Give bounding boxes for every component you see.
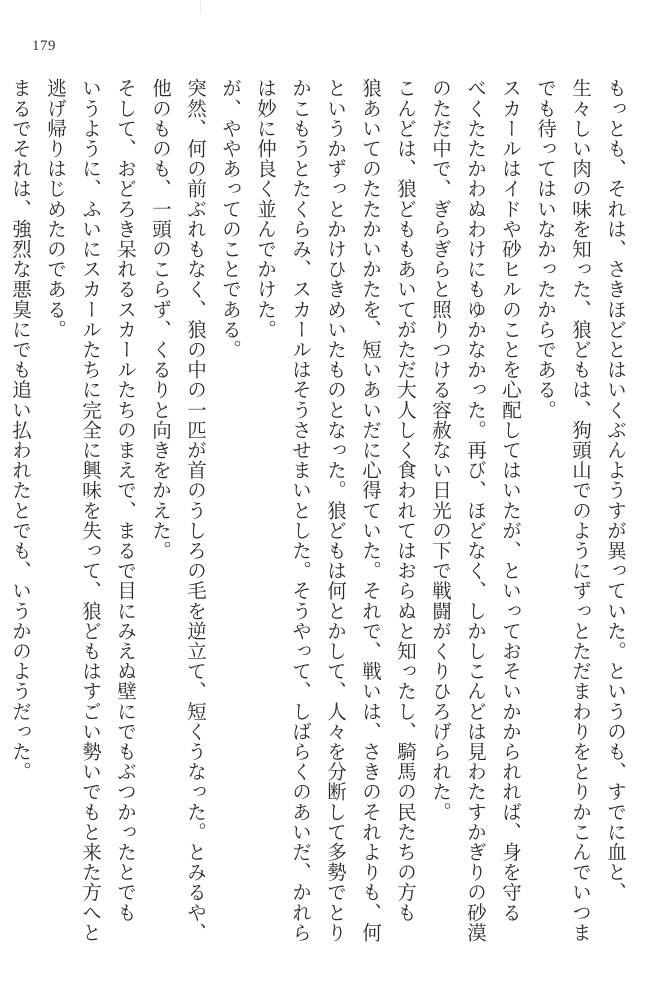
text-column: は妙に仲良く並んでかけた。 [254,78,277,340]
text-column: まるでそれは、強烈な悪臭にでも追い払われたとでも、いうかのようだった。 [9,78,32,782]
text-column: 生々しい肉の味を知った、狼どもは、狗頭山でのようにずっとただまわりをとりかこんでいつま [569,78,592,943]
text-column: が、ややあってのことである。 [219,78,242,360]
text-column: かこもうとたくらみ、スカールはそうさせまいとした。そうやって、しばらくのあいだ、かれら [289,78,312,943]
text-column: でも待ってはいなかったからである。 [534,78,557,420]
text-column: スカールはイドや砂ヒルのことを心配してはいたが、といっておそいかかられれば、身を守る [499,78,522,923]
text-column: もっとも、それは、さきほどとはいくぶんようすが異っていた。というのも、すでに血と、 [604,78,627,903]
text-column: いうように、ふいにスカールたちに完全に興味を失って、狼どもはすごい勢いでもと来た方へと [79,78,102,943]
text-column: 狼あいてのたたかいかたを、短いあいだに心得ていた。それで、戦いは、さきのそれよりも、何 [359,78,382,943]
text-column: そして、おどろき呆れるスカールたちのまえで、まるで目にみえぬ壁にでもぶつかったとでも [114,78,137,923]
page-number: 179 [32,38,56,54]
text-column: 他のものも、一頭のこらず、くるりと向きをかえた。 [149,78,172,561]
text-column: こんどは、狼どももあいてがただ大人しく食われてはおらぬと知ったし、騎馬の民たちの方も [394,78,417,923]
text-column: のただ中で、ぎらぎらと照りつける容赦ない日光の下で戦闘がくりひろげられた。 [429,78,452,822]
text-column: というかずっとかけひきめいたものとなった。狼どもは何とかして、人々を分断して多勢でとり [324,78,347,943]
text-column: 突然、何の前ぶれもなく、狼の中の一匹が首のうしろの毛を逆立て、短くうなった。とみるや、 [184,78,207,943]
text-column: べくたたかわぬわけにもゆかなかった。再び、ほどなく、しかしこんどは見わたすかぎりの砂漠 [464,78,487,943]
text-column: 逃げ帰りはじめたのである。 [44,78,67,340]
